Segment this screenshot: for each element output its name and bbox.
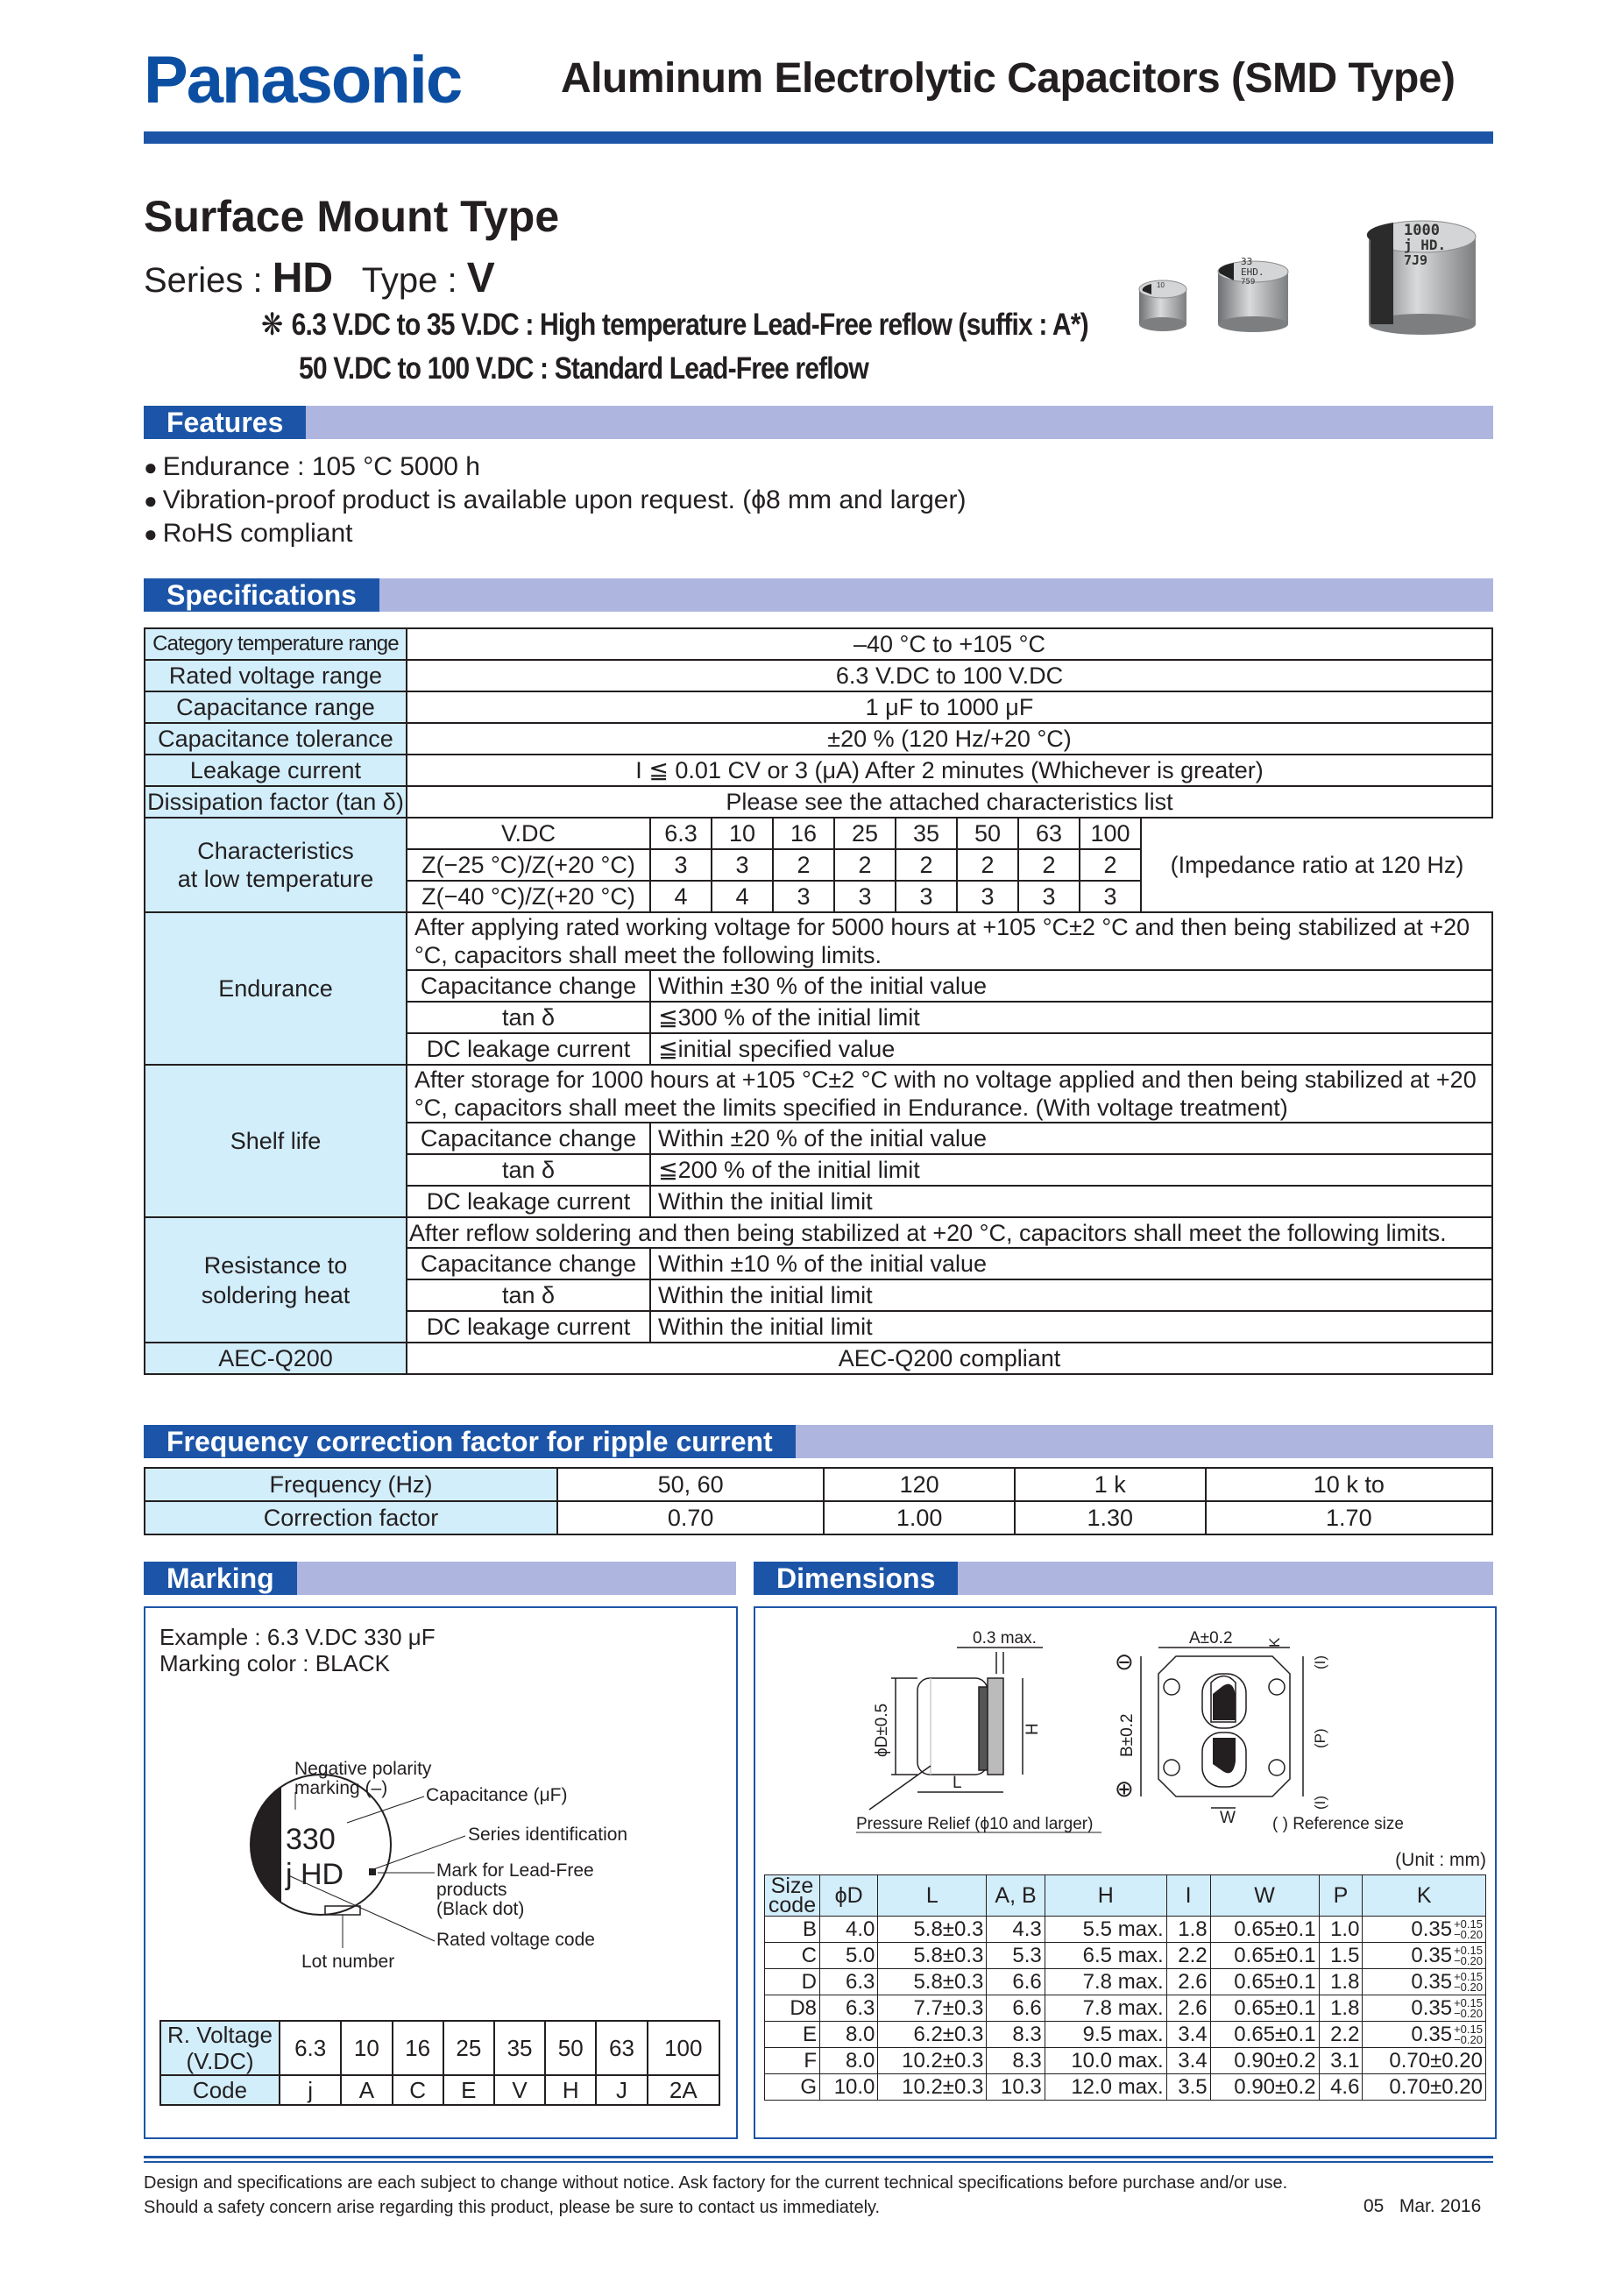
marking-heading: Marking — [144, 1562, 297, 1595]
vdc-cell: 16 — [773, 818, 834, 849]
voltage-cell: 35 — [494, 2021, 545, 2075]
dimension-cell: 0.65±0.1 — [1210, 1969, 1319, 1995]
code-cell: 2A — [648, 2075, 719, 2105]
spec-value: ±20 % (120 Hz/+20 °C) — [407, 723, 1492, 755]
vdc-cell: 25 — [834, 818, 896, 849]
specifications-table — [144, 627, 1493, 1375]
ripple-header — [144, 1425, 1493, 1458]
dimension-cell: 7.8 max. — [1045, 1995, 1166, 2022]
limit-label: tan δ — [407, 1279, 650, 1311]
k-tolerance — [1454, 1945, 1483, 1966]
spec-value: Please see the attached characteristics list — [407, 786, 1492, 818]
dimensions-heading: Dimensions — [754, 1562, 958, 1595]
vdc-cell: 35 — [896, 818, 957, 849]
dimension-row — [765, 1995, 1486, 2022]
low-temp-row-label: V.DC — [407, 818, 650, 849]
factor-cell: 1.70 — [1206, 1501, 1492, 1534]
page-subtitle: Surface Mount Type — [144, 192, 560, 241]
capacitor-small — [1139, 280, 1186, 331]
z25-cell: 2 — [834, 849, 896, 881]
k-tol-plus: +0.15 — [1454, 1970, 1483, 1984]
spec-value: 6.3 V.DC to 100 V.DC — [407, 660, 1492, 691]
code-label: Code — [160, 2075, 280, 2105]
k-cell — [1363, 1943, 1486, 1969]
dimension-cell: 8.0 — [820, 2048, 878, 2074]
size-code-cell: G — [765, 2074, 820, 2101]
limit-label: tan δ — [407, 1154, 650, 1186]
frequency-label: Frequency (Hz) — [145, 1468, 557, 1501]
spec-label-soldering — [145, 1217, 407, 1343]
dimension-cell: 0.65±0.1 — [1210, 2022, 1319, 2048]
dimension-cell: 10.0 max. — [1045, 2048, 1166, 2074]
reflow-notes — [261, 303, 1088, 391]
dimension-cell: 1.8 — [1319, 1969, 1363, 1995]
limit-value: ≦200 % of the initial limit — [650, 1154, 1492, 1186]
vdc-cell: 100 — [1080, 818, 1141, 849]
k-tol-minus: −0.20 — [1454, 2033, 1483, 2047]
footer-line-1: Design and specifications are each subject to change without notice. Ask factory for the current technical specifications before purchase and/or use. — [144, 2173, 1288, 2193]
z40-cell: 3 — [1080, 881, 1141, 912]
spec-label: Dissipation factor (tan δ) — [145, 786, 407, 818]
k-tolerance — [1454, 1919, 1483, 1940]
k-tol-plus: +0.15 — [1454, 1996, 1483, 2010]
factor-cell: 1.30 — [1015, 1501, 1206, 1534]
dimension-cell: 0.65±0.1 — [1210, 1995, 1319, 2022]
marking-example: Example : 6.3 V.DC 330 μF — [159, 1624, 436, 1650]
capacitor-medium — [1218, 256, 1288, 332]
soldering-label-2: soldering heat — [201, 1281, 351, 1308]
dimension-cell: 5.3 — [987, 1943, 1045, 1969]
dimension-cell: 0.90±0.2 — [1210, 2074, 1319, 2101]
endurance-text: After applying rated working voltage for 5000 hours at +105 °C±2 °C and then being stabilized at +20 °C, capacitors shall meet the following limits. — [407, 912, 1492, 970]
dimension-cell: 10.2±0.3 — [878, 2074, 987, 2101]
dimension-cell: 10.2±0.3 — [878, 2048, 987, 2074]
dimension-cell: 1.8 — [1166, 1917, 1210, 1943]
limit-value: Within ±30 % of the initial value — [650, 970, 1492, 1002]
note-line-1: 6.3 V.DC to 35 V.DC : High temperature Lead-Free reflow (suffix : A*) — [291, 308, 1088, 342]
limit-value: Within the initial limit — [650, 1311, 1492, 1343]
limit-label: Capacitance change — [407, 1248, 650, 1279]
dimension-row — [765, 1943, 1486, 1969]
issue-date: Mar. 2016 — [1399, 2196, 1482, 2216]
spec-label: Shelf life — [145, 1065, 407, 1217]
vdc-cell: 10 — [712, 818, 773, 849]
k-cell — [1363, 2022, 1486, 2048]
code-cell: V — [494, 2075, 545, 2105]
z40-cell: 4 — [650, 881, 712, 912]
z25-cell: 2 — [1080, 849, 1141, 881]
voltage-cell: 16 — [393, 2021, 443, 2075]
limit-label: tan δ — [407, 1002, 650, 1033]
feature-item: ● Vibration-proof product is available upon request. (ϕ8 mm and larger) — [144, 484, 966, 517]
k-tol-minus: −0.20 — [1454, 1954, 1483, 1968]
lot-number-callout: Lot number — [301, 1952, 395, 1972]
ripple-table — [144, 1467, 1493, 1535]
neg-polarity-1: Negative polarity — [294, 1759, 432, 1779]
k-tolerance — [1454, 1998, 1483, 2019]
z40-cell: 3 — [1018, 881, 1080, 912]
dimension-cell: 6.6 — [987, 1969, 1045, 1995]
col-header: A, B — [987, 1875, 1045, 1917]
type-value: V — [466, 255, 495, 301]
dimension-rows — [765, 1917, 1486, 2101]
reference-size-label: ( ) Reference size — [1272, 1815, 1404, 1833]
dimension-cell: 9.5 max. — [1045, 2022, 1166, 2048]
k-tol-minus: −0.20 — [1454, 1928, 1483, 1942]
vdc-cell: 50 — [957, 818, 1018, 849]
ripple-heading: Frequency correction factor for ripple current — [144, 1425, 796, 1458]
medium-print-2: EHD. — [1241, 266, 1264, 278]
code-cell: E — [443, 2075, 494, 2105]
dimension-cell: 3.1 — [1319, 2048, 1363, 2074]
limit-value: Within the initial limit — [650, 1279, 1492, 1311]
spec-label: AEC-Q200 — [145, 1343, 407, 1374]
footer-text — [144, 2171, 1287, 2220]
marking-print-2: j HD — [286, 1858, 344, 1891]
spec-value: I ≦ 0.01 CV or 3 (μA) After 2 minutes (Whichever is greater) — [407, 755, 1492, 786]
footer-rule — [144, 2156, 1493, 2158]
z40-cell: 3 — [773, 881, 834, 912]
large-print-2: j HD. — [1404, 237, 1447, 253]
dimension-cell: 3.5 — [1166, 2074, 1210, 2101]
voltage-label-2: (V.DC) — [186, 2048, 254, 2074]
code-cell: C — [393, 2075, 443, 2105]
dimension-cell: 2.2 — [1319, 2022, 1363, 2048]
marking-print-1: 330 — [286, 1823, 336, 1856]
marking-color: Marking color : BLACK — [159, 1650, 390, 1676]
specifications-header — [144, 578, 1493, 612]
capacitance-callout: Capacitance (μF) — [426, 1785, 568, 1805]
low-temp-label-1: Characteristics — [197, 838, 354, 864]
spec-value: 1 μF to 1000 μF — [407, 691, 1492, 723]
spec-label: Endurance — [145, 912, 407, 1065]
dimension-cell: 8.3 — [987, 2048, 1045, 2074]
z25-cell: 3 — [650, 849, 712, 881]
k-tol-plus: +0.15 — [1454, 1944, 1483, 1958]
pressure-relief-label: Pressure Relief (ϕ10 and larger) — [856, 1815, 1094, 1833]
limit-value: Within ±10 % of the initial value — [650, 1248, 1492, 1279]
dimension-cell: 5.5 max. — [1045, 1917, 1166, 1943]
dimension-cell: 2.6 — [1166, 1995, 1210, 2022]
brand-logo: Panasonic — [144, 43, 462, 117]
leadfree-callout-3: (Black dot) — [436, 1899, 525, 1919]
limit-label: DC leakage current — [407, 1186, 650, 1217]
col-header: L — [878, 1875, 987, 1917]
footer-line-2: Should a safety concern arise regarding this product, please be sure to contact us immediately. — [144, 2198, 881, 2217]
dimensions-table — [764, 1874, 1486, 2101]
dimension-cell: 3.4 — [1166, 2048, 1210, 2074]
factor-cell: 1.00 — [824, 1501, 1015, 1534]
low-temp-label-2: at low temperature — [177, 866, 374, 892]
page-number: 05 — [1363, 2196, 1385, 2216]
limit-label: Capacitance change — [407, 1123, 650, 1154]
dimension-cell: 6.3 — [820, 1969, 878, 1995]
dim-p-label: (P) — [1312, 1728, 1328, 1748]
dimension-cell: 5.8±0.3 — [878, 1943, 987, 1969]
dimension-cell: 7.8 max. — [1045, 1969, 1166, 1995]
rated-voltage-callout: Rated voltage code — [436, 1930, 595, 1950]
capacitor-photos — [1130, 210, 1498, 368]
dimension-cell: 4.0 — [820, 1917, 878, 1943]
dim-k-label: K — [1266, 1637, 1283, 1648]
dimension-cell: 6.5 max. — [1045, 1943, 1166, 1969]
dimension-cell: 10.0 — [820, 2074, 878, 2101]
k-value: 0.70±0.20 — [1389, 2048, 1483, 2073]
note-line-2: 50 V.DC to 100 V.DC : Standard Lead-Free reflow — [299, 351, 868, 386]
soldering-text: After reflow soldering and then being stabilized at +20 °C, capacitors shall meet the following limits. — [407, 1217, 1492, 1248]
specifications-heading: Specifications — [144, 578, 379, 612]
footer-date — [1363, 2196, 1481, 2217]
z25-cell: 2 — [957, 849, 1018, 881]
voltage-label-1: R. Voltage — [167, 2022, 273, 2048]
header-rule — [144, 131, 1493, 144]
dimension-cell: 12.0 max. — [1045, 2074, 1166, 2101]
series-label: Series : — [144, 261, 263, 300]
dimension-cell: 5.0 — [820, 1943, 878, 1969]
shelf-text: After storage for 1000 hours at +105 °C±2 °C with no voltage applied and then being stabilized at +20 °C, capacitors shall meet the limits specified in Endurance. (With voltage treatment) — [407, 1065, 1492, 1123]
k-tol-minus: −0.20 — [1454, 1981, 1483, 1995]
z25-cell: 2 — [896, 849, 957, 881]
dim-b-label: B±0.2 — [1118, 1713, 1137, 1757]
marking-diagram — [145, 1713, 736, 1976]
plus-terminal-icon: ⊕ — [1115, 1775, 1134, 1802]
col-header: H — [1045, 1875, 1166, 1917]
dim-l-label: L — [953, 1774, 962, 1792]
k-value: 0.35 — [1411, 2022, 1453, 2046]
col-header: K — [1363, 1875, 1486, 1917]
size-code-cell: C — [765, 1943, 820, 1969]
col-header: Size code — [765, 1875, 820, 1917]
dimension-cell: 10.3 — [987, 2074, 1045, 2101]
k-tol-minus: −0.20 — [1454, 2007, 1483, 2021]
series-line — [144, 254, 495, 302]
medium-print-1: 33 — [1241, 256, 1253, 267]
dimension-cell: 2.2 — [1166, 1943, 1210, 1969]
factor-cell: 0.70 — [557, 1501, 824, 1534]
frequency-cell: 50, 60 — [557, 1468, 824, 1501]
spec-label: Rated voltage range — [145, 660, 407, 691]
asterisk-icon: ❋ — [261, 308, 283, 342]
dimension-drawing — [755, 1608, 1495, 1836]
series-callout: Series identification — [468, 1825, 628, 1845]
spec-label: Leakage current — [145, 755, 407, 786]
voltage-cell: 63 — [596, 2021, 647, 2075]
dimension-cell: 2.6 — [1166, 1969, 1210, 1995]
frequency-cell: 10 k to — [1206, 1468, 1492, 1501]
low-temp-row-label: Z(−25 °C)/Z(+20 °C) — [407, 849, 650, 881]
size-code-cell: D8 — [765, 1995, 820, 2022]
size-code-cell: F — [765, 2048, 820, 2074]
low-temp-row-label: Z(−40 °C)/Z(+20 °C) — [407, 881, 650, 912]
dimension-cell: 8.3 — [987, 2022, 1045, 2048]
features-heading: Features — [144, 406, 306, 439]
dim-i-label-bottom: (I) — [1312, 1795, 1328, 1810]
dimension-cell: 7.7±0.3 — [878, 1995, 987, 2022]
spec-value: AEC-Q200 compliant — [407, 1343, 1492, 1374]
dimensions-header — [754, 1562, 1493, 1595]
z40-cell: 3 — [896, 881, 957, 912]
capacitor-large — [1367, 221, 1476, 335]
vdc-cell: 6.3 — [650, 818, 712, 849]
large-print-3: 7J9 — [1404, 252, 1428, 268]
factor-label: Correction factor — [145, 1501, 557, 1534]
dimension-cell: 0.90±0.2 — [1210, 2048, 1319, 2074]
dimension-row — [765, 1917, 1486, 1943]
dimension-row — [765, 2022, 1486, 2048]
large-print-1: 1000 — [1404, 222, 1440, 239]
spec-label: Category temperature range — [145, 628, 407, 660]
code-cell: J — [596, 2075, 647, 2105]
z25-cell: 3 — [712, 849, 773, 881]
unit-label: (Unit : mm) — [1395, 1850, 1486, 1870]
dimension-cell: 0.65±0.1 — [1210, 1943, 1319, 1969]
soldering-label-1: Resistance to — [203, 1251, 348, 1279]
dimensions-panel — [754, 1606, 1497, 2139]
size-code-cell: D — [765, 1969, 820, 1995]
k-value: 0.35 — [1411, 1917, 1453, 1941]
code-cell: j — [280, 2075, 341, 2105]
z40-cell: 3 — [834, 881, 896, 912]
k-value: 0.70±0.20 — [1389, 2074, 1483, 2099]
features-header — [144, 406, 1493, 439]
code-cell: A — [341, 2075, 392, 2105]
dim-max-label: 0.3 max. — [973, 1629, 1037, 1648]
dimension-cell: 6.3 — [820, 1995, 878, 2022]
dim-w-label: W — [1220, 1809, 1236, 1827]
k-value: 0.35 — [1411, 1943, 1453, 1967]
neg-polarity-2: marking (–) — [294, 1778, 388, 1798]
features-list — [144, 450, 966, 550]
dimension-cell: 8.0 — [820, 2022, 878, 2048]
dimension-cell: 6.6 — [987, 1995, 1045, 2022]
limit-value: ≦initial specified value — [650, 1033, 1492, 1065]
frequency-cell: 1 k — [1015, 1468, 1206, 1501]
medium-print-3: 759 — [1241, 278, 1256, 287]
k-value: 0.35 — [1411, 1995, 1453, 2020]
frequency-cell: 120 — [824, 1468, 1015, 1501]
dimension-cell: 3.4 — [1166, 2022, 1210, 2048]
document-title: Aluminum Electrolytic Capacitors (SMD Type) — [561, 55, 1456, 102]
dimension-cell: 1.8 — [1319, 1995, 1363, 2022]
limit-value: ≦300 % of the initial limit — [650, 1002, 1492, 1033]
dimension-cell: 1.0 — [1319, 1917, 1363, 1943]
voltage-cell: 10 — [341, 2021, 392, 2075]
voltage-cell: 100 — [648, 2021, 719, 2075]
z40-cell: 3 — [957, 881, 1018, 912]
k-cell — [1363, 1917, 1486, 1943]
dimension-cell: 4.6 — [1319, 2074, 1363, 2101]
k-cell — [1363, 1995, 1486, 2022]
size-code-cell: E — [765, 2022, 820, 2048]
dim-a-label: A±0.2 — [1189, 1629, 1233, 1648]
voltage-label — [160, 2021, 280, 2075]
dimension-cell: 5.8±0.3 — [878, 1969, 987, 1995]
limit-label: Capacitance change — [407, 970, 650, 1002]
dim-h-label: H — [1023, 1723, 1042, 1735]
k-value: 0.35 — [1411, 1969, 1453, 1994]
limit-label: DC leakage current — [407, 1311, 650, 1343]
dimension-cell: 0.65±0.1 — [1210, 1917, 1319, 1943]
impedance-note: (Impedance ratio at 120 Hz) — [1141, 818, 1492, 912]
col-header: I — [1166, 1875, 1210, 1917]
marking-header — [144, 1562, 736, 1595]
marking-panel — [144, 1606, 738, 2139]
size-code-cell: B — [765, 1917, 820, 1943]
k-tolerance — [1454, 1972, 1483, 1993]
spec-label: Capacitance tolerance — [145, 723, 407, 755]
col-header: ϕD — [820, 1875, 878, 1917]
dim-i-label-top: (I) — [1312, 1655, 1328, 1669]
voltage-code-table — [159, 2020, 720, 2106]
z25-cell: 2 — [1018, 849, 1080, 881]
small-print-1: 10 — [1157, 281, 1165, 289]
limit-label: DC leakage current — [407, 1033, 650, 1065]
k-tol-plus: +0.15 — [1454, 1917, 1483, 1931]
footer-rule-2 — [144, 2161, 1493, 2163]
feature-item: ● Endurance : 105 °C 5000 h — [144, 450, 966, 484]
dimension-row — [765, 2074, 1486, 2101]
leadfree-callout-2: products — [436, 1880, 507, 1900]
dimension-cell: 1.5 — [1319, 1943, 1363, 1969]
col-header: P — [1319, 1875, 1363, 1917]
k-tolerance — [1454, 2024, 1483, 2045]
series-value: HD — [272, 255, 334, 301]
voltage-cell: 25 — [443, 2021, 494, 2075]
dimension-row — [765, 2048, 1486, 2074]
minus-terminal-icon: ⊖ — [1115, 1648, 1134, 1675]
code-cell: H — [545, 2075, 596, 2105]
k-cell — [1363, 2048, 1486, 2074]
col-header: W — [1210, 1875, 1319, 1917]
dim-phid-label: ϕD±0.5 — [873, 1703, 891, 1757]
spec-label: Capacitance range — [145, 691, 407, 723]
k-cell — [1363, 2074, 1486, 2101]
limit-value: Within ±20 % of the initial value — [650, 1123, 1492, 1154]
k-cell — [1363, 1969, 1486, 1995]
z25-cell: 2 — [773, 849, 834, 881]
dimension-cell: 4.3 — [987, 1917, 1045, 1943]
leadfree-callout-1: Mark for Lead-Free — [436, 1860, 594, 1881]
spec-label-low-temp — [145, 818, 407, 912]
feature-item: ● RoHS compliant — [144, 517, 966, 550]
vdc-cell: 63 — [1018, 818, 1080, 849]
type-label: Type : — [361, 261, 457, 300]
k-tol-plus: +0.15 — [1454, 2023, 1483, 2037]
dimension-row — [765, 1969, 1486, 1995]
dimension-cell: 5.8±0.3 — [878, 1917, 987, 1943]
spec-value: –40 °C to +105 °C — [407, 628, 1492, 660]
voltage-cell: 6.3 — [280, 2021, 341, 2075]
dimension-cell: 6.2±0.3 — [878, 2022, 987, 2048]
voltage-cell: 50 — [545, 2021, 596, 2075]
limit-value: Within the initial limit — [650, 1186, 1492, 1217]
z40-cell: 4 — [712, 881, 773, 912]
